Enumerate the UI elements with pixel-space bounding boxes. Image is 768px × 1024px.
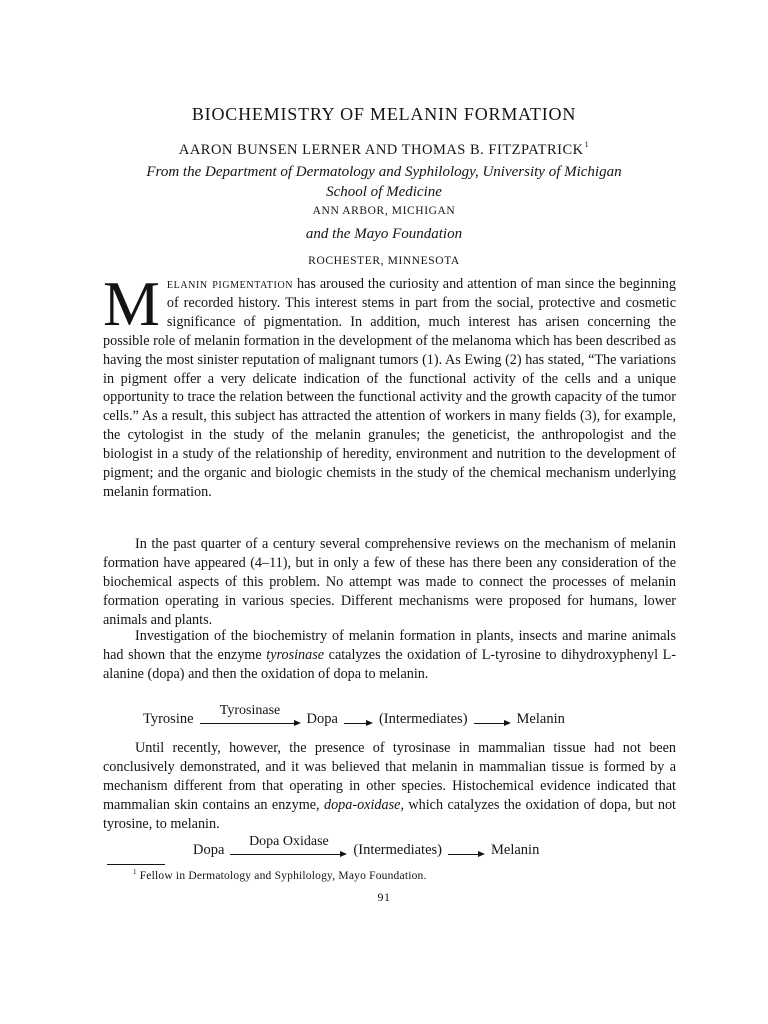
author-names: AARON BUNSEN LERNER AND THOMAS B. FITZPATRICK (178, 142, 584, 158)
arrow-icon (474, 718, 511, 728)
term-tyrosinase: tyrosinase (266, 646, 325, 663)
scheme1-substrate: Tyrosine (143, 711, 194, 727)
city-rochester: ROCHESTER, MINNESOTA (308, 255, 460, 267)
scheme1-intermediates: (Intermediates) (378, 711, 468, 727)
scheme2-intermediates: (Intermediates) (353, 842, 442, 858)
labeled-arrow-icon (230, 834, 347, 859)
paragraph-dopa-oxidase-text-2: , which catalyzes the oxidation of dopa, but not tyrosine, to melanin. (103, 796, 676, 832)
article-title: BIOCHEMISTRY OF MELANIN FORMATION (191, 104, 577, 124)
paragraph-tyrosinase-text-2: catalyzes the oxidation of L-tyrosine to dihydroxyphenyl L-alanine (dopa) and then the oxidation of dopa to melanin. (103, 646, 677, 682)
labeled-arrow-icon (200, 703, 301, 728)
scheme1-dopa: Dopa (306, 711, 338, 727)
scheme2-enzyme-label: Dopa Oxidase (249, 834, 329, 849)
city-ann-arbor: ANN ARBOR, MICHIGAN (312, 205, 456, 217)
footnote-mark: 1 (133, 868, 137, 876)
author-line (0, 135, 768, 160)
scheme2-melanin: Melanin (491, 842, 540, 858)
arrow-icon (448, 849, 485, 859)
scheme2-substrate: Dopa (193, 842, 225, 858)
paragraph-intro (103, 268, 676, 502)
scheme1-enzyme-label: Tyrosinase (219, 703, 281, 718)
arrow-icon (344, 718, 373, 728)
affiliation-mayo: and the Mayo Foundation (305, 226, 463, 242)
scheme1-melanin: Melanin (516, 711, 565, 727)
lead-small-caps: elanin pigmentation (166, 276, 294, 292)
term-dopa-oxidase: dopa-oxidase (323, 796, 401, 813)
paragraph-dopa-oxidase-text-1: Until recently, however, the presence of tyrosinase in mammalian tissue had not been conclusively demonstrated, and it was believed that melanin in mammalian tissue is formed by a mechanism different from that operating in other species. Histochemical evidence indicated that mammalian skin contains an enzyme, (103, 740, 676, 813)
author-footnote-mark: 1 (584, 140, 590, 149)
paragraph-intro-text: has aroused the curiosity and attention of man since the beginning of recorded history. This interest stems in part from the social, protective and cosmetic significance of pigmentation. In addition, much interest has arisen concerning the possible role of melanin formation in the development of the melanoma which has been described as having the most sinister reputation of malignant tumors (1). As Ewing (2) has stated, “The variations in pigment offer a very delicate indication of the functional activity of the cells and a unique opportunity to trace the relation between the functional activity and the growth capacity of the tumor cells.” As a result, this subject has attracted the attention of workers in many fields (3), for example, the cytologist in the study of the melanin granules; the geneticist, the anthropologist and the biologist in a study of the relationship of heredity, environment and nutrition to the development of pigment; and the organic and biologic chemists in the study of the chemical mechanism underlying melanin formation. (103, 276, 676, 500)
reaction-scheme-dopa-oxidase (193, 834, 539, 859)
reaction-scheme-tyrosinase (143, 703, 565, 728)
footnote-rule (107, 864, 165, 865)
affiliation-university (0, 162, 768, 202)
footnote-text: Fellow in Dermatology and Syphilology, Mayo Foundation. (139, 870, 427, 882)
affiliation-line-1: From the Department of Dermatology and Syphilology, University of Michigan (146, 164, 622, 180)
footnote (133, 868, 427, 882)
affiliation-line-2: School of Medicine (326, 184, 442, 200)
paragraph-tyrosinase-text-1: Investigation of the biochemistry of melanin formation in plants, insects and marine animals had shown that the enzyme (103, 628, 676, 663)
drop-cap: M (103, 268, 160, 339)
paragraph-tyrosinase (103, 627, 676, 684)
paragraph-dopa-oxidase (103, 739, 676, 834)
page-number: 91 (377, 890, 391, 904)
paragraph-reviews: In the past quarter of a century several comprehensive reviews on the mechanism of melanin formation have appeared (4–11), but in only a few of these has there been any consideration of the biochemical aspects of this problem. No attempt was made to connect the processes of melanin formation operating in various species. Different mechanisms were proposed for humans, lower animals and plants. (103, 536, 676, 628)
